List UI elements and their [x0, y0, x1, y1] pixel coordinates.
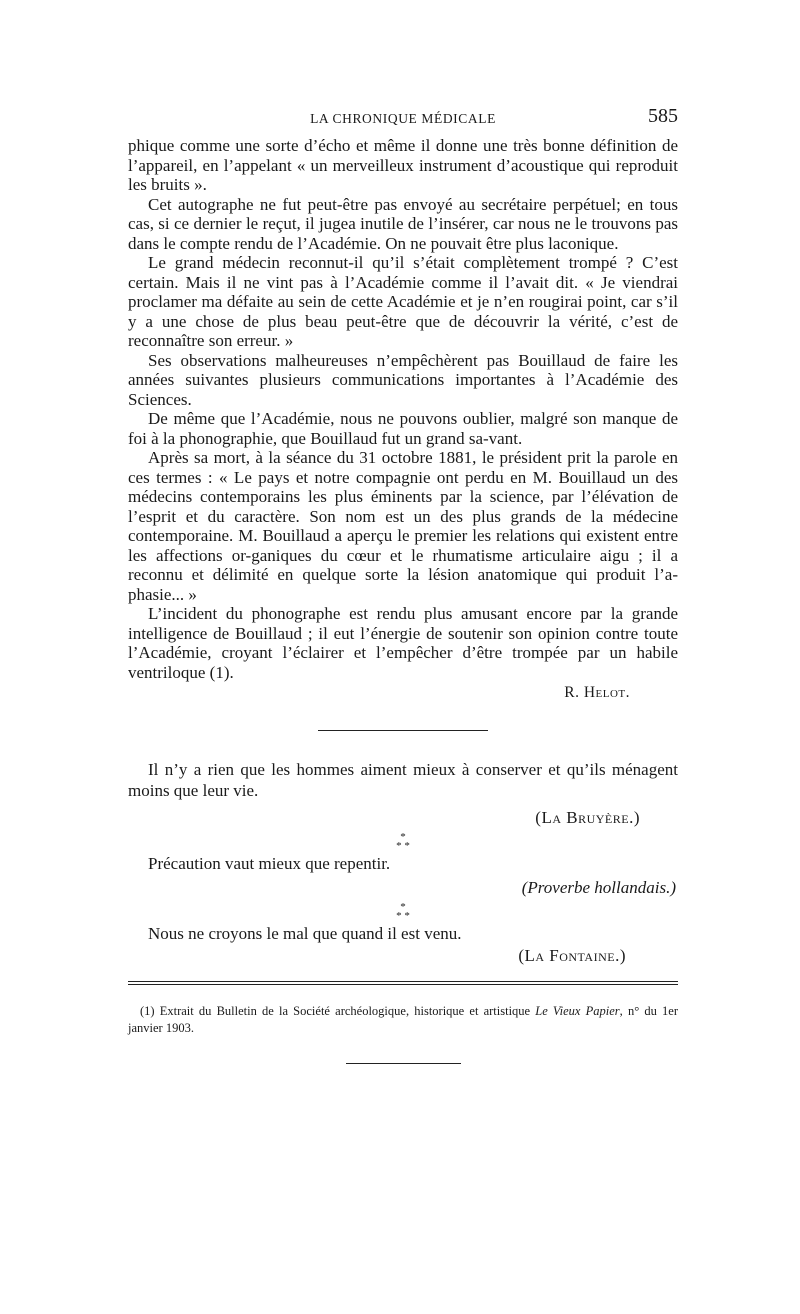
quote-3-attribution: (La Fontaine.)	[518, 946, 626, 965]
footnote	[128, 1003, 678, 1037]
paragraph-7: L’incident du phonographe est rendu plus amusant encore par la grande intelligence de Bouillaud ; il eut l’énergie de soutenir son opinion contre toute l’Académie, croyant l’éclairer et l’empêcher d’être trompée par un habile ventriloque (1).	[128, 604, 678, 682]
footnote-rule-top	[128, 981, 678, 982]
paragraph-3: Le grand médecin reconnut-il qu’il s’était complètement trompé ? C’est certain. Mais il ne vint pas à l’Académie comme il l’avait dit. « Je viendrai proclamer ma défaite au sein de cette Académie et je n’en rougirai point, car s’il y a une chose de plus beau peut-être que de découvrir la vérité, c’est de reconnaître son erreur. »	[128, 253, 678, 350]
footnote-separator	[128, 981, 678, 985]
paragraph-6: Après sa mort, à la séance du 31 octobre 1881, le président prit la parole en ces termes : « Le pays et notre compagnie ont perdu en M. Bouillaud un des médecins contemporains les plus éminents par la science, par l’élévation de l’esprit et du caractère. Son nom est un des plus grands de la médecine contemporaine. M. Bouillaud a aperçu le premier les relations qui existent entre les affections or-ganiques du cœur et le rhumatisme articulaire aigu ; il a reconnu et délimité en quelque sorte la lésion anatomique qui produit l’a-phasie... »	[128, 448, 678, 604]
paragraph-5: De même que l’Académie, nous ne pouvons oublier, malgré son manque de foi à la phonographie, que Bouillaud fut un grand sa-vant.	[128, 409, 678, 448]
asterism-2-top: *	[400, 901, 406, 913]
footnote-text-before: (1) Extrait du Bulletin de la Société archéologique, historique et artistique	[140, 1004, 536, 1018]
paragraph-4: Ses observations malheureuses n’empêchèrent pas Bouillaud de faire les années suivantes plusieurs communications importantes à l’Académie des Sciences.	[128, 350, 678, 409]
asterism-2-bottom: * *	[396, 910, 410, 922]
section-divider	[318, 730, 488, 731]
author-signature: R. Helot.	[564, 684, 630, 701]
page-header	[128, 105, 678, 135]
quote-2-attribution: (Proverbe hollandais.)	[521, 878, 676, 897]
paragraph-2: Cet autographe ne fut peut-être pas envoyé au secrétaire perpétuel; en tous cas, si ce dernier le reçut, il jugea inutile de l’insérer, car nous ne le trouvons pas dans le compte rendu de l’Académie. On ne pouvait être plus laconique.	[128, 194, 678, 253]
asterism-2	[128, 903, 678, 921]
quote-3-text: Nous ne croyons le mal que quand il est venu.	[148, 924, 462, 943]
asterism-1	[128, 833, 678, 851]
footnote-rule-bottom	[128, 984, 678, 985]
footnote-title: Le Vieux Papier	[535, 1004, 620, 1018]
running-title: LA CHRONIQUE MÉDICALE	[310, 111, 496, 126]
end-divider	[346, 1063, 461, 1064]
quote-2-text: Précaution vaut mieux que repentir.	[148, 854, 391, 873]
asterism-1-top: *	[400, 831, 406, 843]
paragraph-1: phique comme une sorte d’écho et même il donne une très bonne définition de l’appareil, en l’appelant « un merveilleux instrument d’acoustique qui reproduit les bruits ».	[128, 136, 678, 194]
quote-1-text: Il n’y a rien que les hommes aiment mieux à conserver et qu’ils ménagent moins que leur vie.	[128, 760, 678, 800]
page-body	[128, 136, 678, 1064]
asterism-1-bottom: * *	[396, 840, 410, 852]
page-number: 585	[648, 105, 678, 127]
footnote-text-after: , n° du 1er janvier 1903.	[128, 1004, 678, 1035]
quote-1-attribution: (La Bruyère.)	[535, 808, 640, 827]
